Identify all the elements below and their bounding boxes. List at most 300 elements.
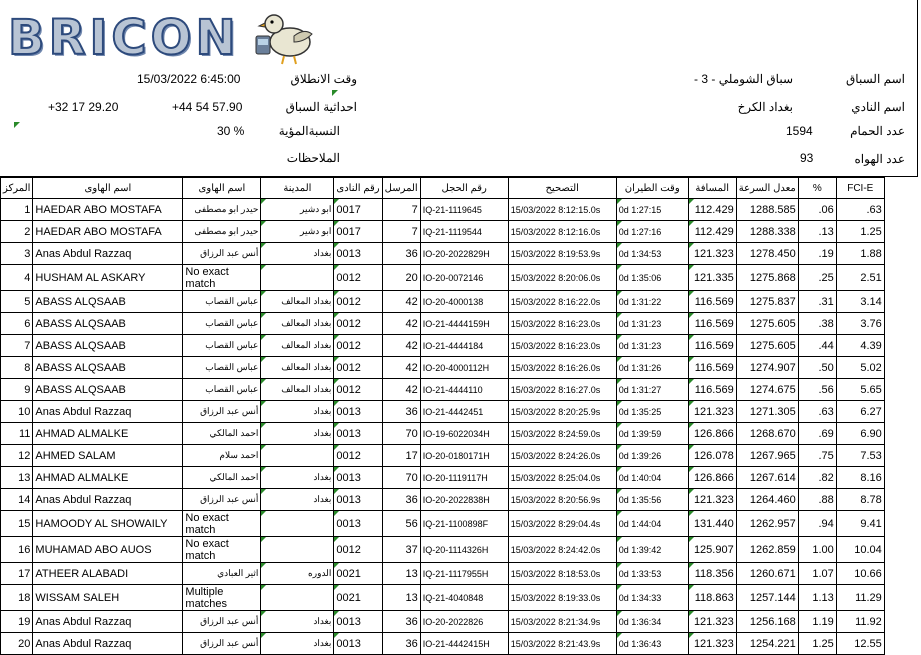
cell-fci-e: 3.76 [836,313,884,335]
cell-fancier-name-ar: عباس القصاب [183,291,261,313]
column-header-sent-count: المرسل [382,178,420,199]
cell-distance: 118.356 [688,563,736,585]
cell-club-number: 0012 [334,537,382,563]
cell-fci-e: 8.78 [836,489,884,511]
cell-city [261,585,334,611]
column-header-average-speed: معدل السرعة [736,178,798,199]
column-header-rank: المركز [1,178,33,199]
cell-fancier-name-ar: احمد سلام [183,445,261,467]
cell-flight-time: 0d 1:36:34 [616,611,688,633]
table-body [1,199,885,655]
cell-fancier-name-ar: احمد المالكي [183,423,261,445]
cell-ring-number: IO-20-0072146 [420,265,508,291]
cell-percent: .69 [798,423,836,445]
cell-fancier-name-ar: No exact match [183,537,261,563]
cell-distance: 116.569 [688,335,736,357]
cell-average-speed: 1268.670 [736,423,798,445]
table-row [1,537,885,563]
cell-distance: 126.866 [688,423,736,445]
cell-club-number: 0017 [334,221,382,243]
cell-distance: 116.569 [688,313,736,335]
cell-sent-count: 13 [382,585,420,611]
cell-fci-e: 6.90 [836,423,884,445]
cell-ring-number: IO-21-4444110 [420,379,508,401]
cell-rank: 7 [1,335,33,357]
cell-average-speed: 1288.338 [736,221,798,243]
cell-fancier-name-ar: No exact match [183,265,261,291]
cell-rank: 2 [1,221,33,243]
cell-corrected-time: 15/03/2022 8:18:53.0s [508,563,616,585]
cell-club-number: 0012 [334,445,382,467]
cell-percent: 1.25 [798,633,836,655]
cell-flight-time: 0d 1:31:22 [616,291,688,313]
table-row [1,585,885,611]
cell-rank: 14 [1,489,33,511]
cell-marker [332,90,338,96]
cell-ring-number: IQ-21-4040848 [420,585,508,611]
cell-fancier-name-ar: أنس عبد الرزاق [183,489,261,511]
cell-city: بغداد المعالف [261,357,334,379]
coord-east-value: +32 17 29.20 [48,100,119,114]
cell-percent: .13 [798,221,836,243]
cell-sent-count: 42 [382,379,420,401]
cell-sent-count: 13 [382,563,420,585]
fanciers-count-value: 93 [800,151,814,165]
cell-fancier-name-en: AHMED SALAM [33,445,183,467]
cell-sent-count: 36 [382,611,420,633]
cell-rank: 13 [1,467,33,489]
cell-distance: 112.429 [688,199,736,221]
cell-flight-time: 0d 1:27:15 [616,199,688,221]
table-row [1,611,885,633]
cell-flight-time: 0d 1:35:06 [616,265,688,291]
cell-percent: 1.00 [798,537,836,563]
cell-corrected-time: 15/03/2022 8:20:25.9s [508,401,616,423]
cell-rank: 9 [1,379,33,401]
cell-corrected-time: 15/03/2022 8:16:23.0s [508,313,616,335]
cell-fancier-name-en: Anas Abdul Razzaq [33,489,183,511]
table-row [1,291,885,313]
cell-corrected-time: 15/03/2022 8:16:26.0s [508,357,616,379]
cell-flight-time: 0d 1:34:53 [616,243,688,265]
table-header-row [1,178,885,199]
cell-corrected-time: 15/03/2022 8:20:56.9s [508,489,616,511]
cell-average-speed: 1274.675 [736,379,798,401]
table-row [1,243,885,265]
cell-city [261,265,334,291]
cell-fancier-name-ar: عباس القصاب [183,313,261,335]
cell-marker [14,122,20,128]
cell-average-speed: 1275.868 [736,265,798,291]
cell-fci-e: 4.39 [836,335,884,357]
table-row [1,633,885,655]
cell-distance: 125.907 [688,537,736,563]
cell-fancier-name-en: AHMAD ALMALKE [33,423,183,445]
cell-ring-number: IQ-21-1117955H [420,563,508,585]
cell-flight-time: 0d 1:40:04 [616,467,688,489]
cell-city [261,511,334,537]
cell-rank: 15 [1,511,33,537]
cell-corrected-time: 15/03/2022 8:21:43.9s [508,633,616,655]
cell-city: بغداد [261,611,334,633]
cell-fancier-name-ar: أنس عبد الرزاق [183,611,261,633]
cell-sent-count: 36 [382,401,420,423]
pigeon-count-label: عدد الحمام [850,124,905,138]
cell-flight-time: 0d 1:31:23 [616,335,688,357]
cell-corrected-time: 15/03/2022 8:20:06.0s [508,265,616,291]
cell-percent: .06 [798,199,836,221]
cell-sent-count: 36 [382,243,420,265]
cell-average-speed: 1254.221 [736,633,798,655]
cell-sent-count: 37 [382,537,420,563]
cell-sent-count: 56 [382,511,420,537]
column-header-corrected-time: التصحيح [508,178,616,199]
cell-sent-count: 42 [382,291,420,313]
cell-sent-count: 36 [382,633,420,655]
cell-sent-count: 20 [382,265,420,291]
cell-rank: 10 [1,401,33,423]
cell-club-number: 0012 [334,357,382,379]
cell-club-number: 0012 [334,379,382,401]
cell-percent: .88 [798,489,836,511]
cell-corrected-time: 15/03/2022 8:19:33.0s [508,585,616,611]
cell-ring-number: IO-20-2022826 [420,611,508,633]
cell-average-speed: 1288.585 [736,199,798,221]
cell-distance: 118.863 [688,585,736,611]
cell-corrected-time: 15/03/2022 8:12:15.0s [508,199,616,221]
cell-sent-count: 7 [382,199,420,221]
column-header-flight-time: وقت الطيران [616,178,688,199]
cell-city: بغداد المعالف [261,291,334,313]
cell-ring-number: IO-21-4444159H [420,313,508,335]
cell-flight-time: 0d 1:31:23 [616,313,688,335]
table-row [1,357,885,379]
cell-city: ابو دشير [261,199,334,221]
table-row [1,511,885,537]
cell-average-speed: 1267.965 [736,445,798,467]
cell-corrected-time: 15/03/2022 8:12:16.0s [508,221,616,243]
cell-city: بغداد [261,467,334,489]
cell-flight-time: 0d 1:35:56 [616,489,688,511]
cell-sent-count: 42 [382,335,420,357]
cell-ring-number: IO-21-4442451 [420,401,508,423]
cell-flight-time: 0d 1:39:42 [616,537,688,563]
cell-average-speed: 1275.605 [736,313,798,335]
pigeon-count-value: 1594 [786,124,813,138]
cell-city: بغداد المعالف [261,335,334,357]
cell-distance: 116.569 [688,291,736,313]
column-header-city: المدينة [261,178,334,199]
cell-corrected-time: 15/03/2022 8:25:04.0s [508,467,616,489]
cell-city: ابو دشير [261,221,334,243]
cell-percent: .19 [798,243,836,265]
cell-percent: .38 [798,313,836,335]
race-name-label: اسم السباق [846,72,905,86]
cell-fancier-name-en: ATHEER ALABADI [33,563,183,585]
cell-ring-number: IQ-21-1119544 [420,221,508,243]
table-row [1,445,885,467]
cell-city: بغداد المعالف [261,379,334,401]
cell-ring-number: IQ-21-1100898F [420,511,508,537]
cell-fci-e: 10.04 [836,537,884,563]
cell-city: بغداد المعالف [261,313,334,335]
cell-ring-number: IO-19-6022034H [420,423,508,445]
coord-north-value: +44 54 57.90 [172,100,243,114]
cell-average-speed: 1278.450 [736,243,798,265]
cell-fci-e: 9.41 [836,511,884,537]
cell-flight-time: 0d 1:44:04 [616,511,688,537]
column-header-club-number: رقم النادى [334,178,382,199]
cell-city: الدوره [261,563,334,585]
cell-distance: 116.569 [688,357,736,379]
cell-average-speed: 1267.614 [736,467,798,489]
cell-fancier-name-en: AHMAD ALMALKE [33,467,183,489]
cell-fci-e: 12.55 [836,633,884,655]
cell-fci-e: 2.51 [836,265,884,291]
cell-rank: 4 [1,265,33,291]
column-header-distance: المسافة [688,178,736,199]
cell-percent: .75 [798,445,836,467]
cell-ring-number: IO-20-1119117H [420,467,508,489]
cell-city: بغداد [261,633,334,655]
cell-fancier-name-en: Anas Abdul Razzaq [33,633,183,655]
cell-fancier-name-ar: أنس عبد الرزاق [183,633,261,655]
cell-flight-time: 0d 1:39:59 [616,423,688,445]
column-header-fancier-name-en: اسم الهاوى [33,178,183,199]
cell-fancier-name-en: ABASS ALQSAAB [33,291,183,313]
race-coords-label: احداثية السباق [285,100,357,114]
cell-club-number: 0021 [334,563,382,585]
cell-average-speed: 1262.859 [736,537,798,563]
cell-corrected-time: 15/03/2022 8:29:04.4s [508,511,616,537]
cell-fancier-name-en: WISSAM SALEH [33,585,183,611]
cell-city: بغداد [261,243,334,265]
cell-ring-number: IO-20-2022829H [420,243,508,265]
results-table [0,177,885,655]
race-name-value: سباق الشوملي - 3 - [694,72,793,86]
table-row [1,199,885,221]
cell-distance: 121.323 [688,611,736,633]
cell-fci-e: 7.53 [836,445,884,467]
cell-fancier-name-en: ABASS ALQSAAB [33,335,183,357]
table-row [1,423,885,445]
cell-rank: 6 [1,313,33,335]
cell-ring-number: IQ-21-1119645 [420,199,508,221]
cell-percent: .44 [798,335,836,357]
logo-text: BRICON [8,10,240,66]
cell-distance: 121.323 [688,633,736,655]
cell-club-number: 0013 [334,467,382,489]
cell-sent-count: 70 [382,467,420,489]
cell-fancier-name-ar: احمد المالكي [183,467,261,489]
cell-fci-e: 1.88 [836,243,884,265]
percent-label: النسبةالمؤية [278,124,340,138]
cell-rank: 20 [1,633,33,655]
cell-average-speed: 1260.671 [736,563,798,585]
cell-corrected-time: 15/03/2022 8:24:42.0s [508,537,616,563]
cell-club-number: 0013 [334,489,382,511]
club-name-value: بغداد الكرخ [737,100,793,114]
cell-rank: 1 [1,199,33,221]
cell-fci-e: 6.27 [836,401,884,423]
cell-city: بغداد [261,489,334,511]
cell-ring-number: IO-20-4000112H [420,357,508,379]
cell-distance: 131.440 [688,511,736,537]
table-row [1,335,885,357]
cell-fci-e: 1.25 [836,221,884,243]
cell-flight-time: 0d 1:31:27 [616,379,688,401]
cell-flight-time: 0d 1:31:26 [616,357,688,379]
table-row [1,221,885,243]
cell-corrected-time: 15/03/2022 8:16:23.0s [508,335,616,357]
cell-fancier-name-en: MUHAMAD ABO AUOS [33,537,183,563]
cell-club-number: 0013 [334,401,382,423]
cell-ring-number: IO-21-4442415H [420,633,508,655]
cell-rank: 3 [1,243,33,265]
cell-ring-number: IO-20-0180171H [420,445,508,467]
cell-fancier-name-ar: أنس عبد الرزاق [183,401,261,423]
cell-fci-e: .63 [836,199,884,221]
cell-rank: 5 [1,291,33,313]
column-header-percent: % [798,178,836,199]
cell-percent: .82 [798,467,836,489]
cell-fancier-name-en: HAMOODY AL SHOWAILY [33,511,183,537]
cell-flight-time: 0d 1:35:25 [616,401,688,423]
cell-sent-count: 70 [382,423,420,445]
cell-fancier-name-en: ABASS ALQSAAB [33,313,183,335]
cell-flight-time: 0d 1:33:53 [616,563,688,585]
cell-corrected-time: 15/03/2022 8:24:26.0s [508,445,616,467]
cell-fancier-name-en: HAEDAR ABO MOSTAFA [33,199,183,221]
cell-ring-number: IO-21-4444184 [420,335,508,357]
cell-city: بغداد [261,423,334,445]
cell-flight-time: 0d 1:34:33 [616,585,688,611]
cell-club-number: 0012 [334,335,382,357]
cell-rank: 12 [1,445,33,467]
cell-club-number: 0013 [334,243,382,265]
cell-average-speed: 1275.837 [736,291,798,313]
cell-fancier-name-ar: Multiple matches [183,585,261,611]
cell-percent: 1.19 [798,611,836,633]
cell-city [261,445,334,467]
cell-distance: 121.323 [688,489,736,511]
cell-distance: 121.323 [688,401,736,423]
cell-distance: 121.335 [688,265,736,291]
release-time-label: وقت الانطلاق [290,72,357,86]
cell-fancier-name-ar: حيدر ابو مصطفى [183,199,261,221]
cell-flight-time: 0d 1:39:26 [616,445,688,467]
cell-fci-e: 11.29 [836,585,884,611]
cell-fancier-name-ar: عباس القصاب [183,379,261,401]
cell-rank: 19 [1,611,33,633]
cell-rank: 18 [1,585,33,611]
cell-fancier-name-ar: اثير العبادي [183,563,261,585]
cell-club-number: 0013 [334,423,382,445]
column-header-fancier-name-ar: اسم الهاوى [183,178,261,199]
cell-rank: 16 [1,537,33,563]
cell-fancier-name-ar: عباس القصاب [183,357,261,379]
cell-percent: .63 [798,401,836,423]
cell-fancier-name-en: ABASS ALQSAAB [33,357,183,379]
cell-ring-number: IQ-20-1114326H [420,537,508,563]
cell-city: بغداد [261,401,334,423]
cell-average-speed: 1256.168 [736,611,798,633]
cell-fci-e: 3.14 [836,291,884,313]
cell-average-speed: 1262.957 [736,511,798,537]
cell-average-speed: 1264.460 [736,489,798,511]
cell-club-number: 0017 [334,199,382,221]
cell-fancier-name-en: HAEDAR ABO MOSTAFA [33,221,183,243]
cell-average-speed: 1275.605 [736,335,798,357]
cell-club-number: 0013 [334,511,382,537]
table-row [1,265,885,291]
cell-fancier-name-ar: عباس القصاب [183,335,261,357]
cell-percent: .50 [798,357,836,379]
cell-sent-count: 42 [382,357,420,379]
cell-fancier-name-en: Anas Abdul Razzaq [33,243,183,265]
bricon-logo [8,6,308,68]
cell-corrected-time: 15/03/2022 8:24:59.0s [508,423,616,445]
cell-percent: .25 [798,265,836,291]
cell-rank: 11 [1,423,33,445]
cell-percent: 1.07 [798,563,836,585]
table-row [1,467,885,489]
cell-percent: .31 [798,291,836,313]
table-row [1,379,885,401]
cell-club-number: 0013 [334,611,382,633]
cell-average-speed: 1257.144 [736,585,798,611]
column-header-ring-number: رقم الحجل [420,178,508,199]
cell-fci-e: 5.02 [836,357,884,379]
table-row [1,563,885,585]
cell-club-number: 0012 [334,291,382,313]
cell-distance: 121.323 [688,243,736,265]
cell-fancier-name-en: ABASS ALQSAAB [33,379,183,401]
cell-fancier-name-en: Anas Abdul Razzaq [33,401,183,423]
cell-fancier-name-en: HUSHAM AL ASKARY [33,265,183,291]
cell-percent: .56 [798,379,836,401]
cell-corrected-time: 15/03/2022 8:16:22.0s [508,291,616,313]
release-time-value: 15/03/2022 6:45:00 [137,72,241,86]
cell-ring-number: IO-20-4000138 [420,291,508,313]
cell-percent: 1.13 [798,585,836,611]
table-row [1,489,885,511]
cell-sent-count: 36 [382,489,420,511]
cell-sent-count: 7 [382,221,420,243]
cell-fci-e: 8.16 [836,467,884,489]
cell-club-number: 0013 [334,633,382,655]
table-row [1,313,885,335]
cell-sent-count: 17 [382,445,420,467]
table-row [1,401,885,423]
cell-percent: .94 [798,511,836,537]
cell-distance: 112.429 [688,221,736,243]
cell-rank: 17 [1,563,33,585]
cell-club-number: 0021 [334,585,382,611]
cell-flight-time: 0d 1:27:16 [616,221,688,243]
cell-flight-time: 0d 1:36:43 [616,633,688,655]
cell-fancier-name-ar: أنس عبد الرزاق [183,243,261,265]
cell-average-speed: 1274.907 [736,357,798,379]
column-header-fci-e: FCI-E [836,178,884,199]
cell-fci-e: 5.65 [836,379,884,401]
notes-label: الملاحظات [286,151,340,165]
cell-distance: 126.078 [688,445,736,467]
cell-fci-e: 10.66 [836,563,884,585]
percent-value: 30 % [217,124,245,138]
cell-fci-e: 11.92 [836,611,884,633]
cell-corrected-time: 15/03/2022 8:16:27.0s [508,379,616,401]
